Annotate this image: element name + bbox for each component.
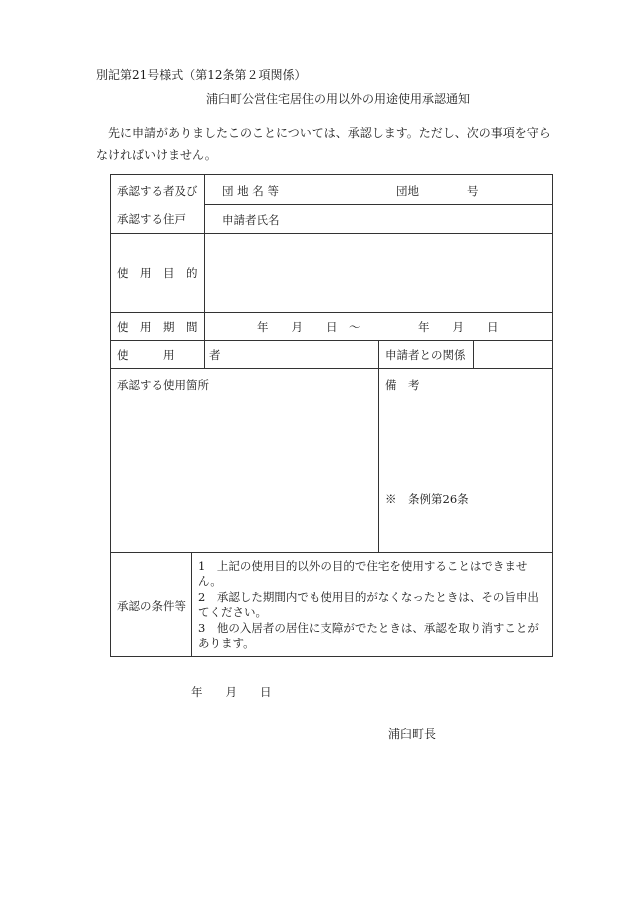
rule-conditions-column	[191, 552, 192, 657]
period-dates: 年 月 日 ～ 年 月 日	[257, 320, 499, 334]
grantee-label-line2: 承認する住戸	[117, 212, 186, 226]
purpose-label: 使 用 目 的	[117, 266, 198, 280]
issuer-title: 浦臼町長	[388, 727, 437, 741]
relation-label: 申請者との関係	[385, 348, 466, 362]
applicant-name-label: 申請者氏名	[222, 213, 280, 227]
user-label: 使 用 者	[117, 348, 221, 362]
complex-suffix: 団地	[396, 184, 419, 198]
approval-form-table	[110, 174, 553, 657]
rule-middle-column	[378, 340, 379, 552]
location-label: 承認する使用箇所	[117, 378, 209, 392]
condition-item-2: 2 承認した期間内でも使用目的がなくなったときは、その旨申出てください。	[198, 590, 539, 619]
unit-number-suffix: 号	[467, 184, 479, 198]
rule-row6-bottom	[111, 552, 553, 553]
rule-label-column	[204, 175, 205, 368]
complex-name-label: 団 地 名 等	[222, 184, 279, 198]
remarks-label: 備 考	[385, 378, 420, 392]
issue-date: 年 月 日	[191, 685, 272, 699]
form-number: 別記第21号様式（第12条第２項関係）	[96, 68, 307, 82]
rule-row4-bottom	[111, 340, 553, 341]
rule-row1-split	[204, 204, 553, 205]
grantee-label-line1: 承認する者及び	[117, 184, 198, 198]
remarks-ordinance-note: ※ 条例第26条	[385, 492, 469, 506]
document-title: 浦臼町公営住宅居住の用以外の用途使用承認通知	[206, 92, 471, 106]
conditions-label: 承認の条件等	[117, 599, 186, 613]
period-label: 使 用 期 間	[117, 320, 198, 334]
rule-row2-bottom	[111, 233, 553, 234]
condition-item-3: 3 他の入居者の居住に支障がでたときは、承認を取り消すことがあります。	[198, 621, 539, 650]
rule-row3-bottom	[111, 312, 553, 313]
intro-paragraph: 先に申請がありましたこのことについては、承認します。ただし、次の事項を守らなければいけません。	[96, 126, 551, 162]
rule-row5-bottom	[111, 368, 553, 369]
rule-relation-column	[473, 340, 474, 368]
condition-item-1: 1 上記の使用目的以外の目的で住宅を使用することはできません。	[198, 559, 528, 588]
